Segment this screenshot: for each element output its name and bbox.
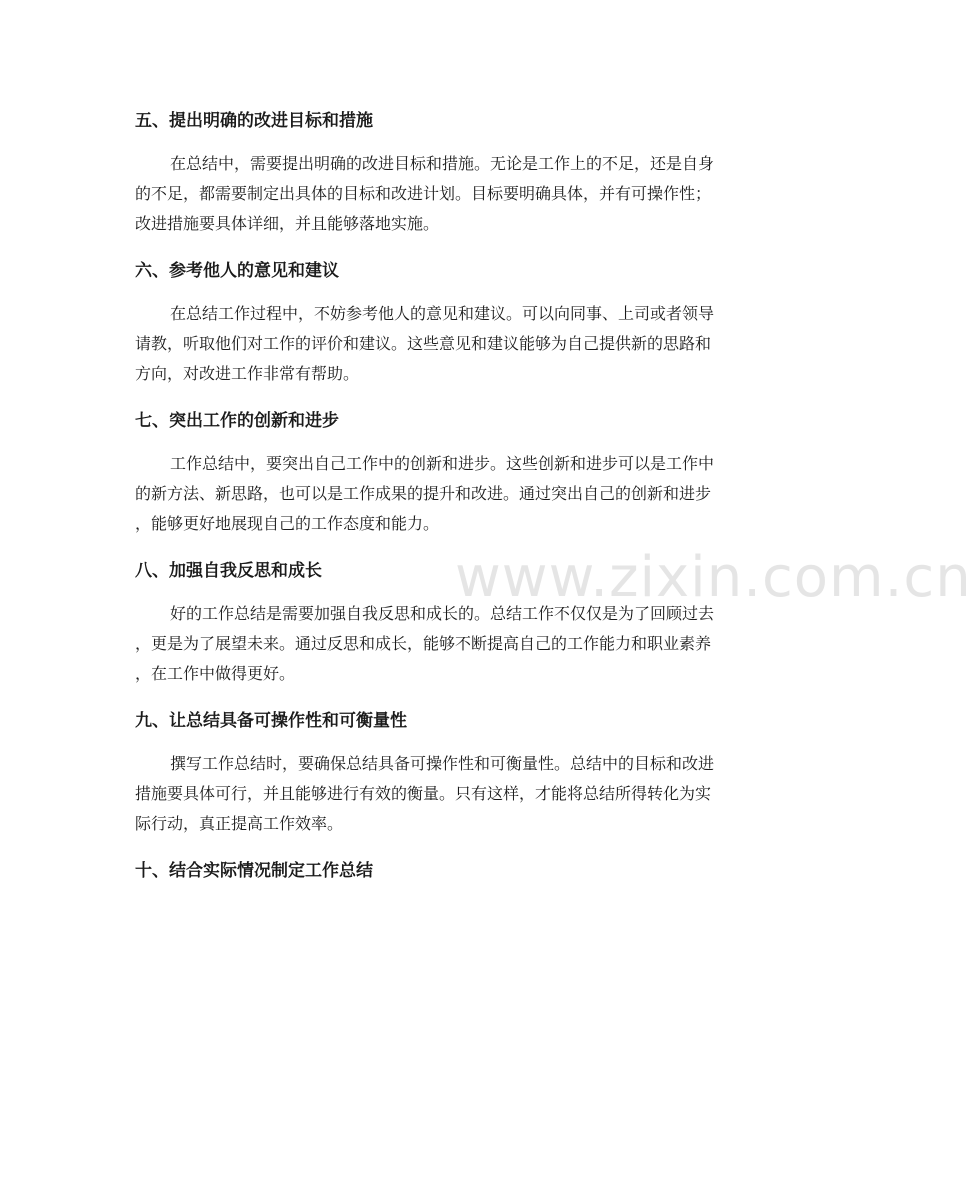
section-heading: 六、参考他人的意见和建议 — [135, 261, 339, 281]
paragraph-line: 的新方法、新思路，也可以是工作成果的提升和改进。通过突出自己的创新和进步 — [135, 484, 712, 503]
document-body — [135, 106, 785, 899]
section-10 — [135, 856, 785, 886]
paragraph-line: 好的工作总结是需要加强自我反思和成长的。总结工作不仅仅是为了回顾过去 — [170, 604, 715, 623]
paragraph-line: 的不足，都需要制定出具体的目标和改进计划。目标要明确具体，并有可操作性； — [135, 184, 712, 203]
section-heading: 七、突出工作的创新和进步 — [135, 411, 339, 431]
paragraph-line: 在总结工作过程中，不妨参考他人的意见和建议。可以向同事、上司或者领导 — [170, 304, 715, 323]
section-heading: 十、结合实际情况制定工作总结 — [135, 861, 373, 881]
section-8 — [135, 556, 785, 689]
paragraph-line: 际行动，真正提高工作效率。 — [135, 814, 344, 833]
section-paragraph — [135, 299, 785, 389]
paragraph-line: 措施要具体可行，并且能够进行有效的衡量。只有这样，才能将总结所得转化为实 — [135, 784, 712, 803]
paragraph-line: 改进措施要具体详细，并且能够落地实施。 — [135, 214, 440, 233]
paragraph-line: 在总结中，需要提出明确的改进目标和措施。无论是工作上的不足，还是自身 — [170, 154, 715, 173]
watermark-text: www.zixin.com.cn — [455, 545, 972, 610]
section-7 — [135, 406, 785, 539]
section-paragraph — [135, 749, 785, 839]
section-heading: 八、加强自我反思和成长 — [135, 561, 322, 581]
section-9 — [135, 706, 785, 839]
section-paragraph — [135, 449, 785, 539]
paragraph-line: 请教，听取他们对工作的评价和建议。这些意见和建议能够为自己提供新的思路和 — [135, 334, 712, 353]
section-6 — [135, 256, 785, 389]
paragraph-line: 撰写工作总结时，要确保总结具备可操作性和可衡量性。总结中的目标和改进 — [170, 754, 715, 773]
paragraph-line: ，更是为了展望未来。通过反思和成长，能够不断提高自己的工作能力和职业素养 — [135, 634, 712, 653]
section-heading: 九、让总结具备可操作性和可衡量性 — [135, 711, 407, 731]
section-5 — [135, 106, 785, 239]
section-heading: 五、提出明确的改进目标和措施 — [135, 111, 373, 131]
section-paragraph — [135, 599, 785, 689]
paragraph-line: 工作总结中，要突出自己工作中的创新和进步。这些创新和进步可以是工作中 — [170, 454, 715, 473]
paragraph-line: ，能够更好地展现自己的工作态度和能力。 — [135, 514, 440, 533]
paragraph-line: 方向，对改进工作非常有帮助。 — [135, 364, 360, 383]
paragraph-line: ，在工作中做得更好。 — [135, 664, 296, 683]
section-paragraph — [135, 149, 785, 239]
